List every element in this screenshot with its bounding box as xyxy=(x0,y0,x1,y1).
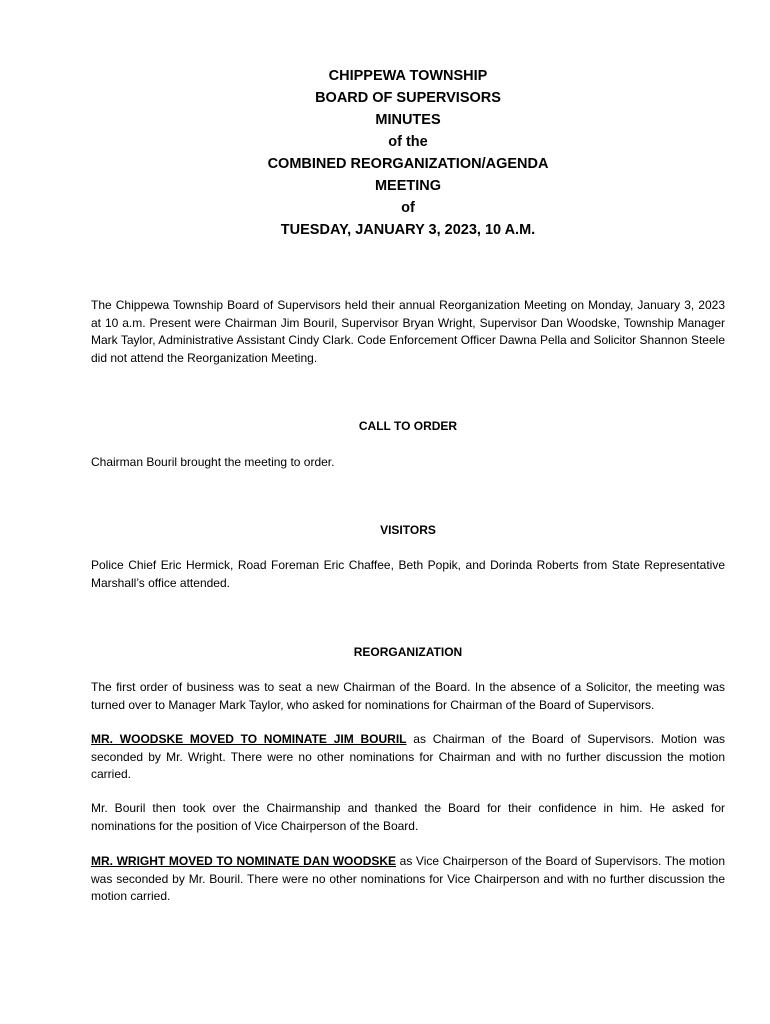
call-to-order-paragraph: Chairman Bouril brought the meeting to order. xyxy=(91,455,335,469)
visitors-heading: VISITORS xyxy=(380,523,436,537)
reorganization-paragraph-1: The first order of business was to seat a new Chairman of the Board. In the absence of a Solicitor, the meeting was turned over to Manager Mark Taylor, who asked for nominations for Chairman of the Board of Supervisors. xyxy=(91,680,725,712)
title-of: of xyxy=(401,200,415,216)
call-to-order-heading: CALL TO ORDER xyxy=(358,419,458,433)
reorganization-paragraph-2: Mr. Bouril then took over the Chairmanship and thanked the Board for their confidence in him. He asked for nominations for the position of Vice Chairperson of the Board. xyxy=(91,801,725,833)
document-title-block xyxy=(0,65,770,241)
motion-chairman-text: as Chairman of the Board of Supervisors. Motion was seconded by Mr. Wright. There were no other nominations for Chairman and with no further discussion the motion carried. xyxy=(91,732,725,781)
title-minutes: MINUTES xyxy=(375,112,441,128)
title-date: TUESDAY, JANUARY 3, 2023, 10 A.M. xyxy=(280,222,536,238)
intro-paragraph: The Chippewa Township Board of Supervisors held their annual Reorganization Meeting on Monday, January 3, 2023 at 10 a.m. Present were Chairman Jim Bouril, Supervisor Bryan Wright, Supervisor Dan Woodske, Township Manager Mark Taylor, Administrative Assistant Cindy Clark. Code Enforcement Officer Dawna Pella and Solicitor Shannon Steele did not attend the Reorganization Meeting. xyxy=(91,298,725,365)
title-meeting: MEETING xyxy=(374,178,442,194)
title-township: CHIPPEWA TOWNSHIP xyxy=(328,68,488,84)
reorganization-heading: REORGANIZATION xyxy=(353,645,463,659)
title-board: BOARD OF SUPERVISORS xyxy=(315,90,501,106)
motion-chairman-paragraph xyxy=(91,731,725,784)
motion-vice-chair-text: as Vice Chairperson of the Board of Supervisors. The motion was seconded by Mr. Bouril. There were no other nominations for Vice Chairperson and with no further discussion the motion carried. xyxy=(91,854,725,903)
motion-chairman-lead: MR. WOODSKE MOVED_TO NOMINATE JIM BOURIL xyxy=(91,732,407,746)
motion-vice-chair-lead: MR. WRIGHT MOVED TO NOMINATE DAN WOODSKE xyxy=(91,854,397,868)
motion-vice-chair-paragraph xyxy=(91,853,725,906)
title-of-the: of the xyxy=(388,134,428,150)
visitors-paragraph: Police Chief Eric Hermick, Road Foreman Eric Chaffee, Beth Popik, and Dorinda Roberts from State Representative Marshall’s office attended. xyxy=(91,558,725,590)
title-meeting-type: COMBINED REORGANIZATION/AGENDA xyxy=(267,156,549,172)
